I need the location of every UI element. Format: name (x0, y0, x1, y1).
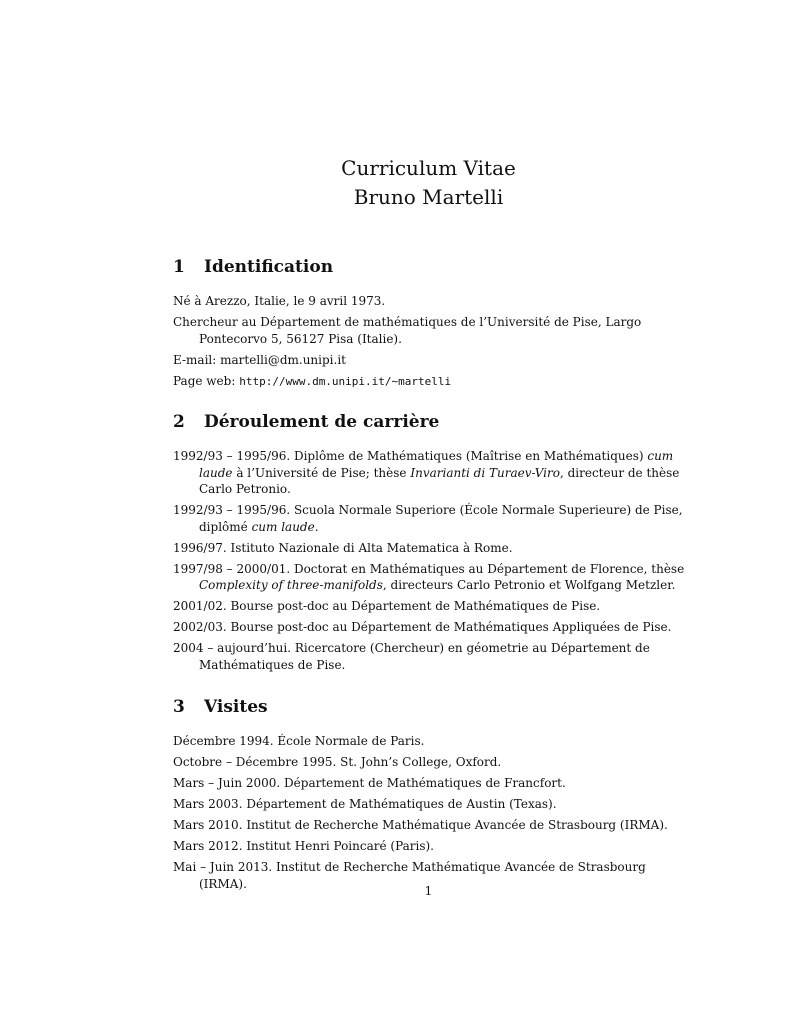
email-link[interactable]: martelli@dm.unipi.it (220, 352, 346, 367)
email-row (173, 352, 691, 369)
section-visits (173, 695, 691, 892)
page-number (0, 884, 791, 898)
birth-info: Né à Arezzo, Italie, le 9 avril 1973. (173, 294, 386, 308)
document-title (0, 154, 791, 212)
visit-item: Octobre – Décembre 1995. St. John’s College, Oxford. (173, 755, 502, 769)
career-item-text: 1997/98 – 2000/01. Doctorat en Mathématiques au Département de Florence, thèse (173, 561, 685, 576)
section-heading (173, 255, 691, 279)
web-label: Page web: (173, 373, 236, 388)
career-item (173, 640, 691, 673)
web-link[interactable]: http://www.dm.unipi.it/∼martelli (239, 374, 452, 388)
career-item-text: 1992/93 – 1995/96. Scuola Normale Superiore (École Normale Superieure) de Pise, diplômé (173, 503, 683, 534)
visit-item: Mars – Juin 2000. Département de Mathématiques de Francfort. (173, 776, 566, 790)
section-career (173, 410, 691, 673)
career-item-text: 1992/93 – 1995/96. Diplôme de Mathématiques (Maîtrise en Mathématiques) (173, 449, 648, 463)
career-item (173, 502, 691, 535)
career-list (173, 448, 691, 673)
section-number: 2 (173, 412, 185, 432)
career-item-text: . (314, 519, 319, 534)
visit-item: Décembre 1994. École Normale de Paris. (173, 734, 425, 748)
visit-item: Mars 2012. Institut Henri Poincaré (Paris). (173, 839, 434, 853)
career-item-text: 2001/02. Bourse post-doc au Département de Mathématiques de Pise. (173, 599, 601, 613)
career-item (173, 448, 691, 498)
position-info: Chercheur au Département de mathématiques de l’Université de Pise, Largo Pontecorvo 5, 56127 Pisa (Italie). (173, 315, 642, 346)
career-item (173, 561, 691, 594)
career-item-text: 2002/03. Bourse post-doc au Département de Mathématiques Appliquées de Pise. (173, 620, 672, 634)
section-heading (173, 410, 691, 434)
career-item-emphasis: cum laude (251, 519, 315, 534)
title-line-cv: Curriculum Vitae (341, 156, 516, 180)
career-item-emphasis: Complexity of three-manifolds (199, 578, 383, 592)
career-item (173, 540, 691, 557)
visit-item: Mai – Juin 2013. Institut de Recherche Mathématique Avancée de Strasbourg (IRMA). (173, 860, 646, 891)
section-number: 3 (173, 697, 185, 717)
section-identification (173, 255, 691, 390)
section-heading (173, 695, 691, 719)
visit-item: Mars 2003. Département de Mathématiques de Austin (Texas). (173, 797, 557, 811)
document-body (173, 255, 691, 897)
section-title: Visites (204, 697, 268, 717)
career-item-text: , directeurs Carlo Petronio et Wolfgang Metzler. (382, 578, 676, 592)
career-item-text: , directeur de thèse Carlo Petronio. (199, 465, 680, 496)
page-number-value: 1 (424, 884, 433, 898)
career-item-emphasis: cum laude (199, 449, 674, 480)
career-item-text: 1996/97. Istituto Nazionale di Alta Matematica à Rome. (173, 540, 513, 555)
section-title: Identification (204, 257, 334, 277)
career-item-text: à l’Université de Pise; thèse (232, 465, 411, 480)
career-item (173, 598, 691, 615)
visits-list (173, 733, 691, 892)
career-item (173, 619, 691, 636)
title-line-name: Bruno Martelli (353, 185, 504, 209)
web-row (173, 373, 691, 391)
email-label: E-mail: (173, 352, 217, 367)
career-item-text: 2004 – aujourd’hui. Ricercatore (Chercheur) en géometrie au Département de Mathématiques de Pise. (173, 641, 650, 672)
visit-item: Mars 2010. Institut de Recherche Mathématique Avancée de Strasbourg (IRMA). (173, 818, 668, 832)
section-number: 1 (173, 257, 185, 277)
section-title: Déroulement de carrière (204, 412, 440, 432)
career-item-emphasis: Invarianti di Turaev-Viro (410, 465, 560, 480)
